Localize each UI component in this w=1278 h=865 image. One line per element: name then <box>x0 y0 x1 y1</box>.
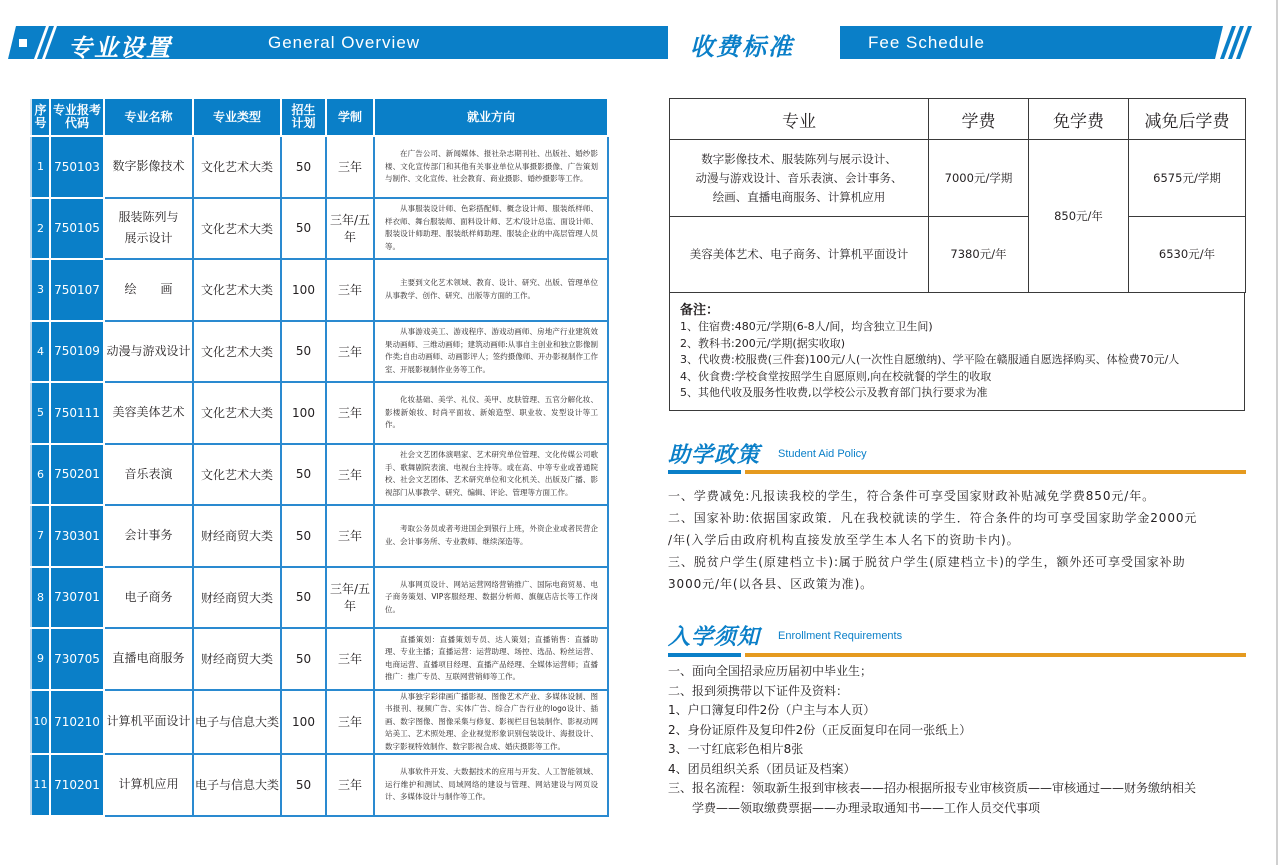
row-index: 1 <box>31 136 50 198</box>
duration: 三年 <box>326 628 374 690</box>
enrollment-title-cn: 入学须知 <box>668 625 761 650</box>
note-item: 5、其他代收及服务性收费,以学校公示及教育部门执行要求为准 <box>680 386 988 399</box>
after-exemption-value: 6575元/学期 <box>1129 140 1246 217</box>
aid-policy-heading <box>668 438 1246 478</box>
enrollment-item: 三、报名流程：领取新生报到审核表——招办根据所报专业审核资质——审核通过——财务缴纳相关 <box>668 781 1197 795</box>
aid-item: 二、国家补助:依据国家政策．凡在我校就读的学生．符合条件的均可享受国家助学金2000元 <box>668 511 1198 525</box>
enrollment-plan: 50 <box>281 321 326 383</box>
enrollment-plan: 50 <box>281 198 326 260</box>
aid-item: /年(入学后由政府机构直接发放至学生本人名下的资助卡内)。 <box>668 533 1020 547</box>
aid-title-en: Student Aid Policy <box>778 448 867 460</box>
program-name: 数字影像技术 <box>104 136 193 198</box>
enrollment-plan: 100 <box>281 382 326 444</box>
duration: 三年 <box>326 754 374 816</box>
col-header-after-exemption: 减免后学费 <box>1129 99 1246 140</box>
table-row <box>31 754 608 816</box>
row-index: 3 <box>31 259 50 321</box>
heading-underline-blue <box>668 470 741 474</box>
enrollment-body <box>668 662 1248 818</box>
table-row <box>31 382 608 444</box>
career-direction: 主要到文化艺术领域、教育、设计、研究、出版、管理单位从事教学、创作、研究、出版等方面的工作。 <box>374 259 608 321</box>
enrollment-plan: 50 <box>281 754 326 816</box>
square-bullet-icon <box>19 39 27 47</box>
enrollment-plan: 100 <box>281 690 326 755</box>
program-code: 730301 <box>50 505 104 567</box>
notes-title: 备注： <box>680 303 720 318</box>
fee-schedule-header <box>668 26 1278 59</box>
enrollment-plan: 100 <box>281 259 326 321</box>
row-index: 4 <box>31 321 50 383</box>
career-direction: 社会文艺团体演唱家、艺术研究单位管理、文化传媒公司歌手、歌舞剧院表演、电视台主持等。或在高、中等专业或普通院校、社会文艺团体、艺术研究单位和文化机关、出版及广播、影视部门从事教学、研究、编辑、评论、管理等方面工作。 <box>374 444 608 506</box>
program-code: 710201 <box>50 754 104 816</box>
duration: 三年 <box>326 136 374 198</box>
enrollment-item: 4、团员组织关系（团员证及档案） <box>668 761 856 776</box>
table-row <box>31 444 608 506</box>
fee-majors: 美容美体艺术、电子商务、计算机平面设计 <box>670 217 929 293</box>
program-name: 美容美体艺术 <box>104 382 193 444</box>
tuition-value: 7380元/年 <box>929 217 1029 293</box>
career-direction: 直播策划：直播策划专员、达人策划；直播销售：直播助理、专业主播；直播运营：运营助理、场控、选品、粉丝运营、电商运营、直播项目经理、直播产品经理、全媒体运营师；直播推广：推广专员、互联网营销师等工作。 <box>374 628 608 690</box>
enrollment-plan: 50 <box>281 567 326 629</box>
program-type: 文化艺术大类 <box>193 259 281 321</box>
program-code: 730705 <box>50 628 104 690</box>
program-name: 直播电商服务 <box>104 628 193 690</box>
aid-title-cn: 助学政策 <box>668 443 761 468</box>
program-name: 音乐表演 <box>104 444 193 506</box>
note-item: 3、代收费:校服费(三件套)100元/人(一次性自愿缴纳)、学平险在赣服通自愿选择购买、体检费70元/人 <box>680 353 1180 366</box>
duration: 三年 <box>326 259 374 321</box>
fee-header-row <box>670 99 1246 140</box>
program-type: 财经商贸大类 <box>193 567 281 629</box>
enrollment-title-en: Enrollment Requirements <box>778 630 903 642</box>
table-row <box>31 567 608 629</box>
program-name: 计算机应用 <box>104 754 193 816</box>
career-direction: 从事网页设计、网站运营网络营销推广、国际电商贸易、电子商务策划、VIP客服经理、数据分析师、旗舰店店长等工作岗位。 <box>374 567 608 629</box>
program-type: 文化艺术大类 <box>193 444 281 506</box>
career-direction: 从事独字彩律画广播影视、图像艺术产业、多媒体设制、图书报刊、视频广告、实体广告、综合广告行业的logo设计、插画、数字图像、图像采集与修复、影视栏目包装制作、影视动网站美工、艺术照处理、企业视觉形象识别包装设计、海报设计、数字影视特效制作、数字影视合成、婚庆摄影等工作。 <box>374 690 608 755</box>
col-header-duration: 学制 <box>326 98 374 136</box>
career-direction: 从事服装设计师、色彩搭配师、概念设计师、服装纸样师、样衣师、舞台服装师、面料设计师、艺术/设计总监、面设计师、服装设计师助理、服装纸样师助理、服装企业的中高层管理人员等。 <box>374 198 608 260</box>
enrollment-item: 2、身份证原件及复印件2份（正反面复印在同一张纸上） <box>668 722 972 737</box>
programs-table <box>30 97 609 817</box>
col-header-career: 就业方向 <box>374 98 608 136</box>
row-index: 5 <box>31 382 50 444</box>
col-header-name: 专业名称 <box>104 98 193 136</box>
after-exemption-value: 6530元/年 <box>1129 217 1246 293</box>
program-type: 财经商贸大类 <box>193 628 281 690</box>
program-type: 文化艺术大类 <box>193 198 281 260</box>
heading-underline-orange <box>745 470 1246 474</box>
enrollment-heading <box>668 620 1246 660</box>
enrollment-plan: 50 <box>281 628 326 690</box>
tuition-value: 7000元/学期 <box>929 140 1029 217</box>
section-title-cn: 收费标准 <box>690 33 794 61</box>
program-code: 750109 <box>50 321 104 383</box>
note-item: 4、伙食费:学校食堂按照学生自愿原则,向在校就餐的学生的收取 <box>680 369 992 383</box>
fee-majors: 数字影像技术、服装陈列与展示设计、 动漫与游戏设计、音乐表演、会计事务、 绘画、直播电商服务、计算机应用 <box>670 140 929 217</box>
program-type: 电子与信息大类 <box>193 690 281 755</box>
section-title-cn: 专业设置 <box>68 34 172 62</box>
col-header-plan: 招生 计划 <box>281 98 326 136</box>
col-header-exemption: 免学费 <box>1029 99 1129 140</box>
row-index: 7 <box>31 505 50 567</box>
enrollment-item-continuation: 学费——领取缴费票据——办理录取通知书——工作人员交代事项 <box>692 800 1041 815</box>
row-index: 6 <box>31 444 50 506</box>
aid-item: 一、学费减免:凡报读我校的学生，符合条件可享受国家财政补贴减免学费850元/年。 <box>668 489 1155 503</box>
program-type: 文化艺术大类 <box>193 382 281 444</box>
program-name: 动漫与游戏设计 <box>104 321 193 383</box>
col-header-tuition: 学费 <box>929 99 1029 140</box>
fee-table <box>669 98 1246 293</box>
section-title-en: General Overview <box>268 33 421 52</box>
program-code: 710210 <box>50 690 104 755</box>
program-name: 电子商务 <box>104 567 193 629</box>
general-overview-header <box>0 26 668 62</box>
duration: 三年 <box>326 444 374 506</box>
duration: 三年 <box>326 382 374 444</box>
table-row <box>31 505 608 567</box>
duration: 三年 <box>326 505 374 567</box>
program-name: 服装陈列与 展示设计 <box>104 198 193 260</box>
program-name: 会计事务 <box>104 505 193 567</box>
table-row <box>31 259 608 321</box>
col-header-type: 专业类型 <box>193 98 281 136</box>
table-row <box>31 628 608 690</box>
program-code: 750111 <box>50 382 104 444</box>
heading-underline-blue <box>668 653 741 657</box>
fee-row <box>670 140 1246 217</box>
enrollment-item: 一、面向全国招录应历届初中毕业生； <box>668 664 873 678</box>
career-direction: 从事游戏美工、游戏程序、游戏动画师、房地产行业建筑效果动画师、三维动画师；建筑动画师:从事自主创业和独立影像制作类;自由动画师、动画影评人；签约摄像师、开办影视制作工作室、开展影视制作业务等工作。 <box>374 321 608 383</box>
duration: 三年 <box>326 690 374 755</box>
program-type: 财经商贸大类 <box>193 505 281 567</box>
duration: 三年/五年 <box>326 198 374 260</box>
enrollment-item: 1、户口簿复印件2份（户主与本人页） <box>668 703 876 717</box>
program-code: 750105 <box>50 198 104 260</box>
program-name: 绘 画 <box>104 259 193 321</box>
enrollment-plan: 50 <box>281 444 326 506</box>
aid-policy-body <box>668 485 1248 595</box>
career-direction: 考取公务员或者考进国企到银行上班，外资企业或者民营企业、会计事务所、专业教师、继续深造等。 <box>374 505 608 567</box>
row-index: 2 <box>31 198 50 260</box>
table-row <box>31 690 608 755</box>
table-row <box>31 136 608 198</box>
enrollment-plan: 50 <box>281 136 326 198</box>
fee-row <box>670 217 1246 293</box>
row-index: 8 <box>31 567 50 629</box>
duration: 三年 <box>326 321 374 383</box>
table-row <box>31 321 608 383</box>
aid-item: 三、脱贫户学生(原建档立卡):属于脱贫户学生(原建档立卡)的学生，额外还可享受国家补助 <box>668 555 1186 569</box>
career-direction: 在广告公司、新闻媒体、报社杂志期刊社、出版社、婚纱影楼、文化宣传部门和其他有关事业单位从事摄影摄像、广告策划与制作、文化宣传、社会教育、商业摄影、婚纱摄影等工作。 <box>374 136 608 198</box>
program-type: 文化艺术大类 <box>193 136 281 198</box>
enrollment-item: 二、报到须携带以下证件及资料： <box>668 683 849 698</box>
career-direction: 化妆基础、美学、礼仪、美甲、皮肤管理、五官分解化妆、影楼新娘妆、时尚平面妆、新娘造型、职业妆、发型设计等工作。 <box>374 382 608 444</box>
col-header-major: 专业 <box>670 99 929 140</box>
program-code: 750201 <box>50 444 104 506</box>
divider <box>668 26 670 59</box>
enrollment-plan: 50 <box>281 505 326 567</box>
note-item: 1、住宿费:480元/学期(6-8人/间，均含独立卫生间) <box>680 320 933 333</box>
table-row <box>31 198 608 260</box>
aid-item: 3000元/年(以各县、区政策为准)。 <box>668 577 874 591</box>
career-direction: 从事软件开发、大数据技术的应用与开发、人工智能领域、运行维护和测试、局域网络的建设与管理、网站建设与网页设计、多媒体设计与制作等工作。 <box>374 754 608 816</box>
col-header-code: 专业报考 代码 <box>50 98 104 136</box>
row-index: 10 <box>31 690 50 755</box>
row-index: 11 <box>31 754 50 816</box>
program-name: 计算机平面设计 <box>104 690 193 755</box>
program-code: 750103 <box>50 136 104 198</box>
section-title-en: Fee Schedule <box>868 33 985 52</box>
col-header-index: 序 号 <box>31 98 50 136</box>
program-type: 电子与信息大类 <box>193 754 281 816</box>
program-code: 730701 <box>50 567 104 629</box>
program-code: 750107 <box>50 259 104 321</box>
heading-underline-orange <box>745 653 1246 657</box>
duration: 三年/五年 <box>326 567 374 629</box>
program-type: 文化艺术大类 <box>193 321 281 383</box>
row-index: 9 <box>31 628 50 690</box>
fee-notes <box>669 293 1245 411</box>
exemption-value: 850元/年 <box>1029 140 1129 293</box>
note-item: 2、教科书:200元/学期(据实收取) <box>680 336 845 350</box>
table-header-row <box>31 98 608 136</box>
enrollment-item: 3、一寸红底彩色相片8张 <box>668 742 804 756</box>
